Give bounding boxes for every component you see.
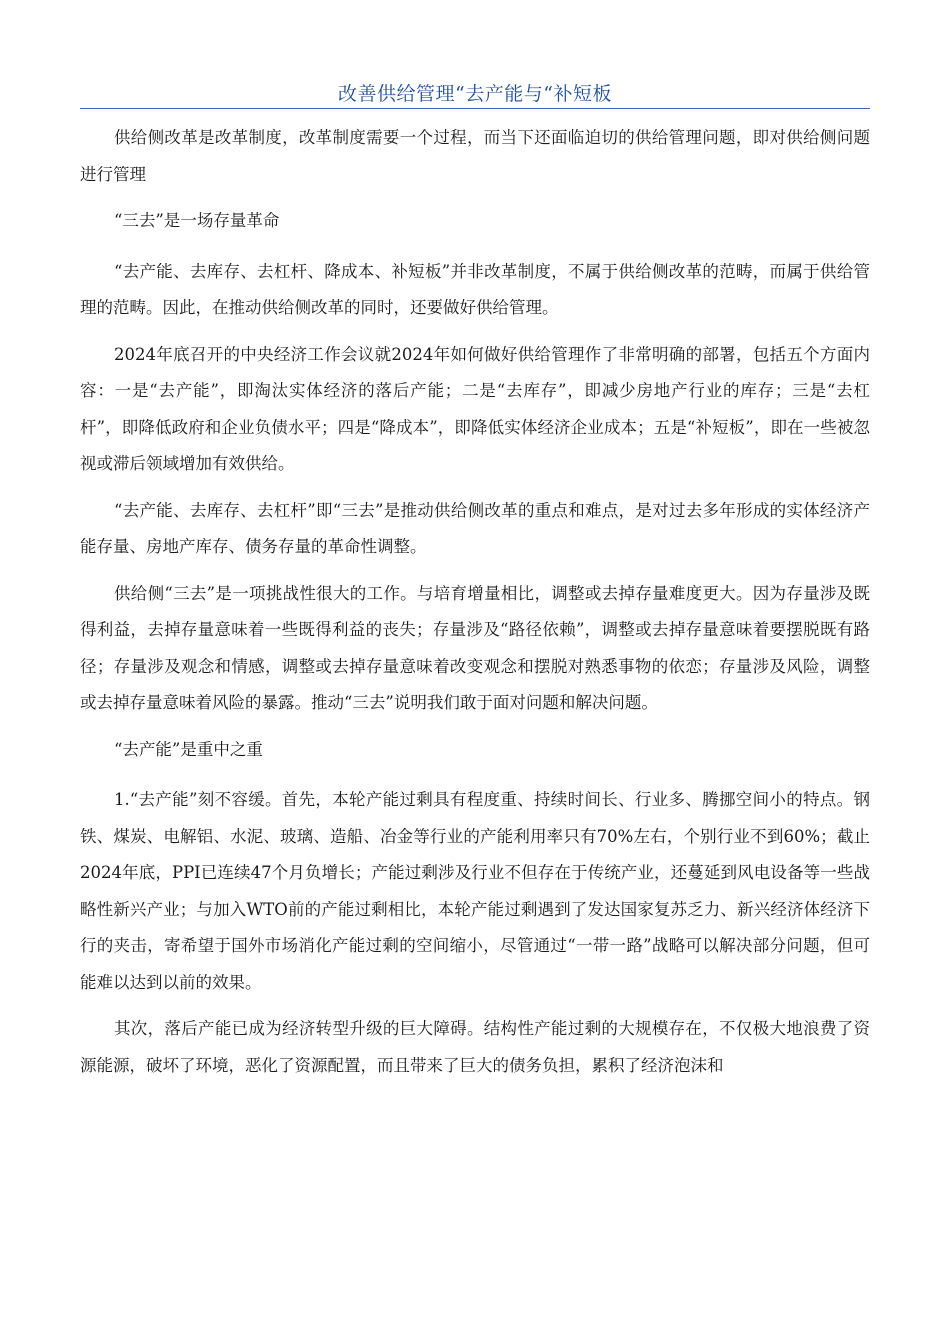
paragraph-supply-management: “去产能、去库存、去杠杆、降成本、补短板”并非改革制度，不属于供给侧改革的范畴，而属于供给管理的范畴。因此，在推动供给侧改革的同时，还要做好供给管理。 (80, 261, 870, 317)
paragraph-obsolete-capacity: 其次，落后产能已成为经济转型升级的巨大障碍。结构性产能过剩的大规模存在，不仅极大地浪费了资源能源，破坏了环境，恶化了资源配置，而且带来了巨大的债务负担，累积了经济泡沫和 (80, 1019, 870, 1075)
section-heading-three-cuts: “三去”是一场存量革命 (114, 211, 280, 230)
paragraph-challenge: 供给侧“三去”是一项挑战性很大的工作。与培育增量相比，调整或去掉存量难度更大。因为存量涉及既得利益，去掉存量意味着一些既得利益的丧失；存量涉及“路径依赖”，调整或去掉存量意味着要摆脱既有路径；存量涉及观念和情感，调整或去掉存量意味着改变观念和摆脱对熟悉事物的依恋；存量涉及风险，调整或去掉存量意味着风险的暴露。推动“三去”说明我们敢于面对问题和解决问题。 (80, 583, 870, 712)
paragraph-three-cuts-focus: “去产能、去库存、去杠杆”即“三去”是推动供给侧改革的重点和难点，是对过去多年形成的实体经济产能存量、房地产库存、债务存量的革命性调整。 (80, 500, 870, 556)
paragraph-capacity-urgent: 1.“去产能”刻不容缓。首先，本轮产能过剩具有程度重、持续时间长、行业多、腾挪空间小的特点。钢铁、煤炭、电解铝、水泥、玻璃、造船、冶金等行业的产能利用率只有70%左右，个别行业不到60%；截止2024年底，PPI已连续47个月负增长；产能过剩涉及行业不但存在于传统产业，还蔓延到风电设备等一些战略性新兴产业；与加入WTO前的产能过剩相比，本轮产能过剩遇到了发达国家复苏乏力、新兴经济体经济下行的夹击，寄希望于国外市场消化产能过剩的空间缩小，尽管通过“一带一路”战略可以解决部分问题，但可能难以达到以前的效果。 (80, 790, 870, 992)
paragraph-intro: 供给侧改革是改革制度，改革制度需要一个过程，而当下还面临迫切的供给管理问题，即对供给侧问题进行管理 (80, 128, 870, 184)
section-heading-capacity: “去产能”是重中之重 (114, 739, 263, 759)
paragraph-five-aspects: 2024年底召开的中央经济工作会议就2024年如何做好供给管理作了非常明确的部署，包括五个方面内容：一是“去产能”，即淘汰实体经济的落后产能；二是“去库存”，即减少房地产行业的库存；三是“去杠杆”，即降低政府和企业负债水平；四是“降成本”，即降低实体经济企业成本；五是“补短板”，即在一些被忽视或滞后领域增加有效供给。 (80, 344, 870, 473)
document-title: 改善供给管理“去产能与“补短板 (338, 83, 612, 105)
document-body (80, 120, 870, 1094)
title-underline (80, 108, 870, 109)
